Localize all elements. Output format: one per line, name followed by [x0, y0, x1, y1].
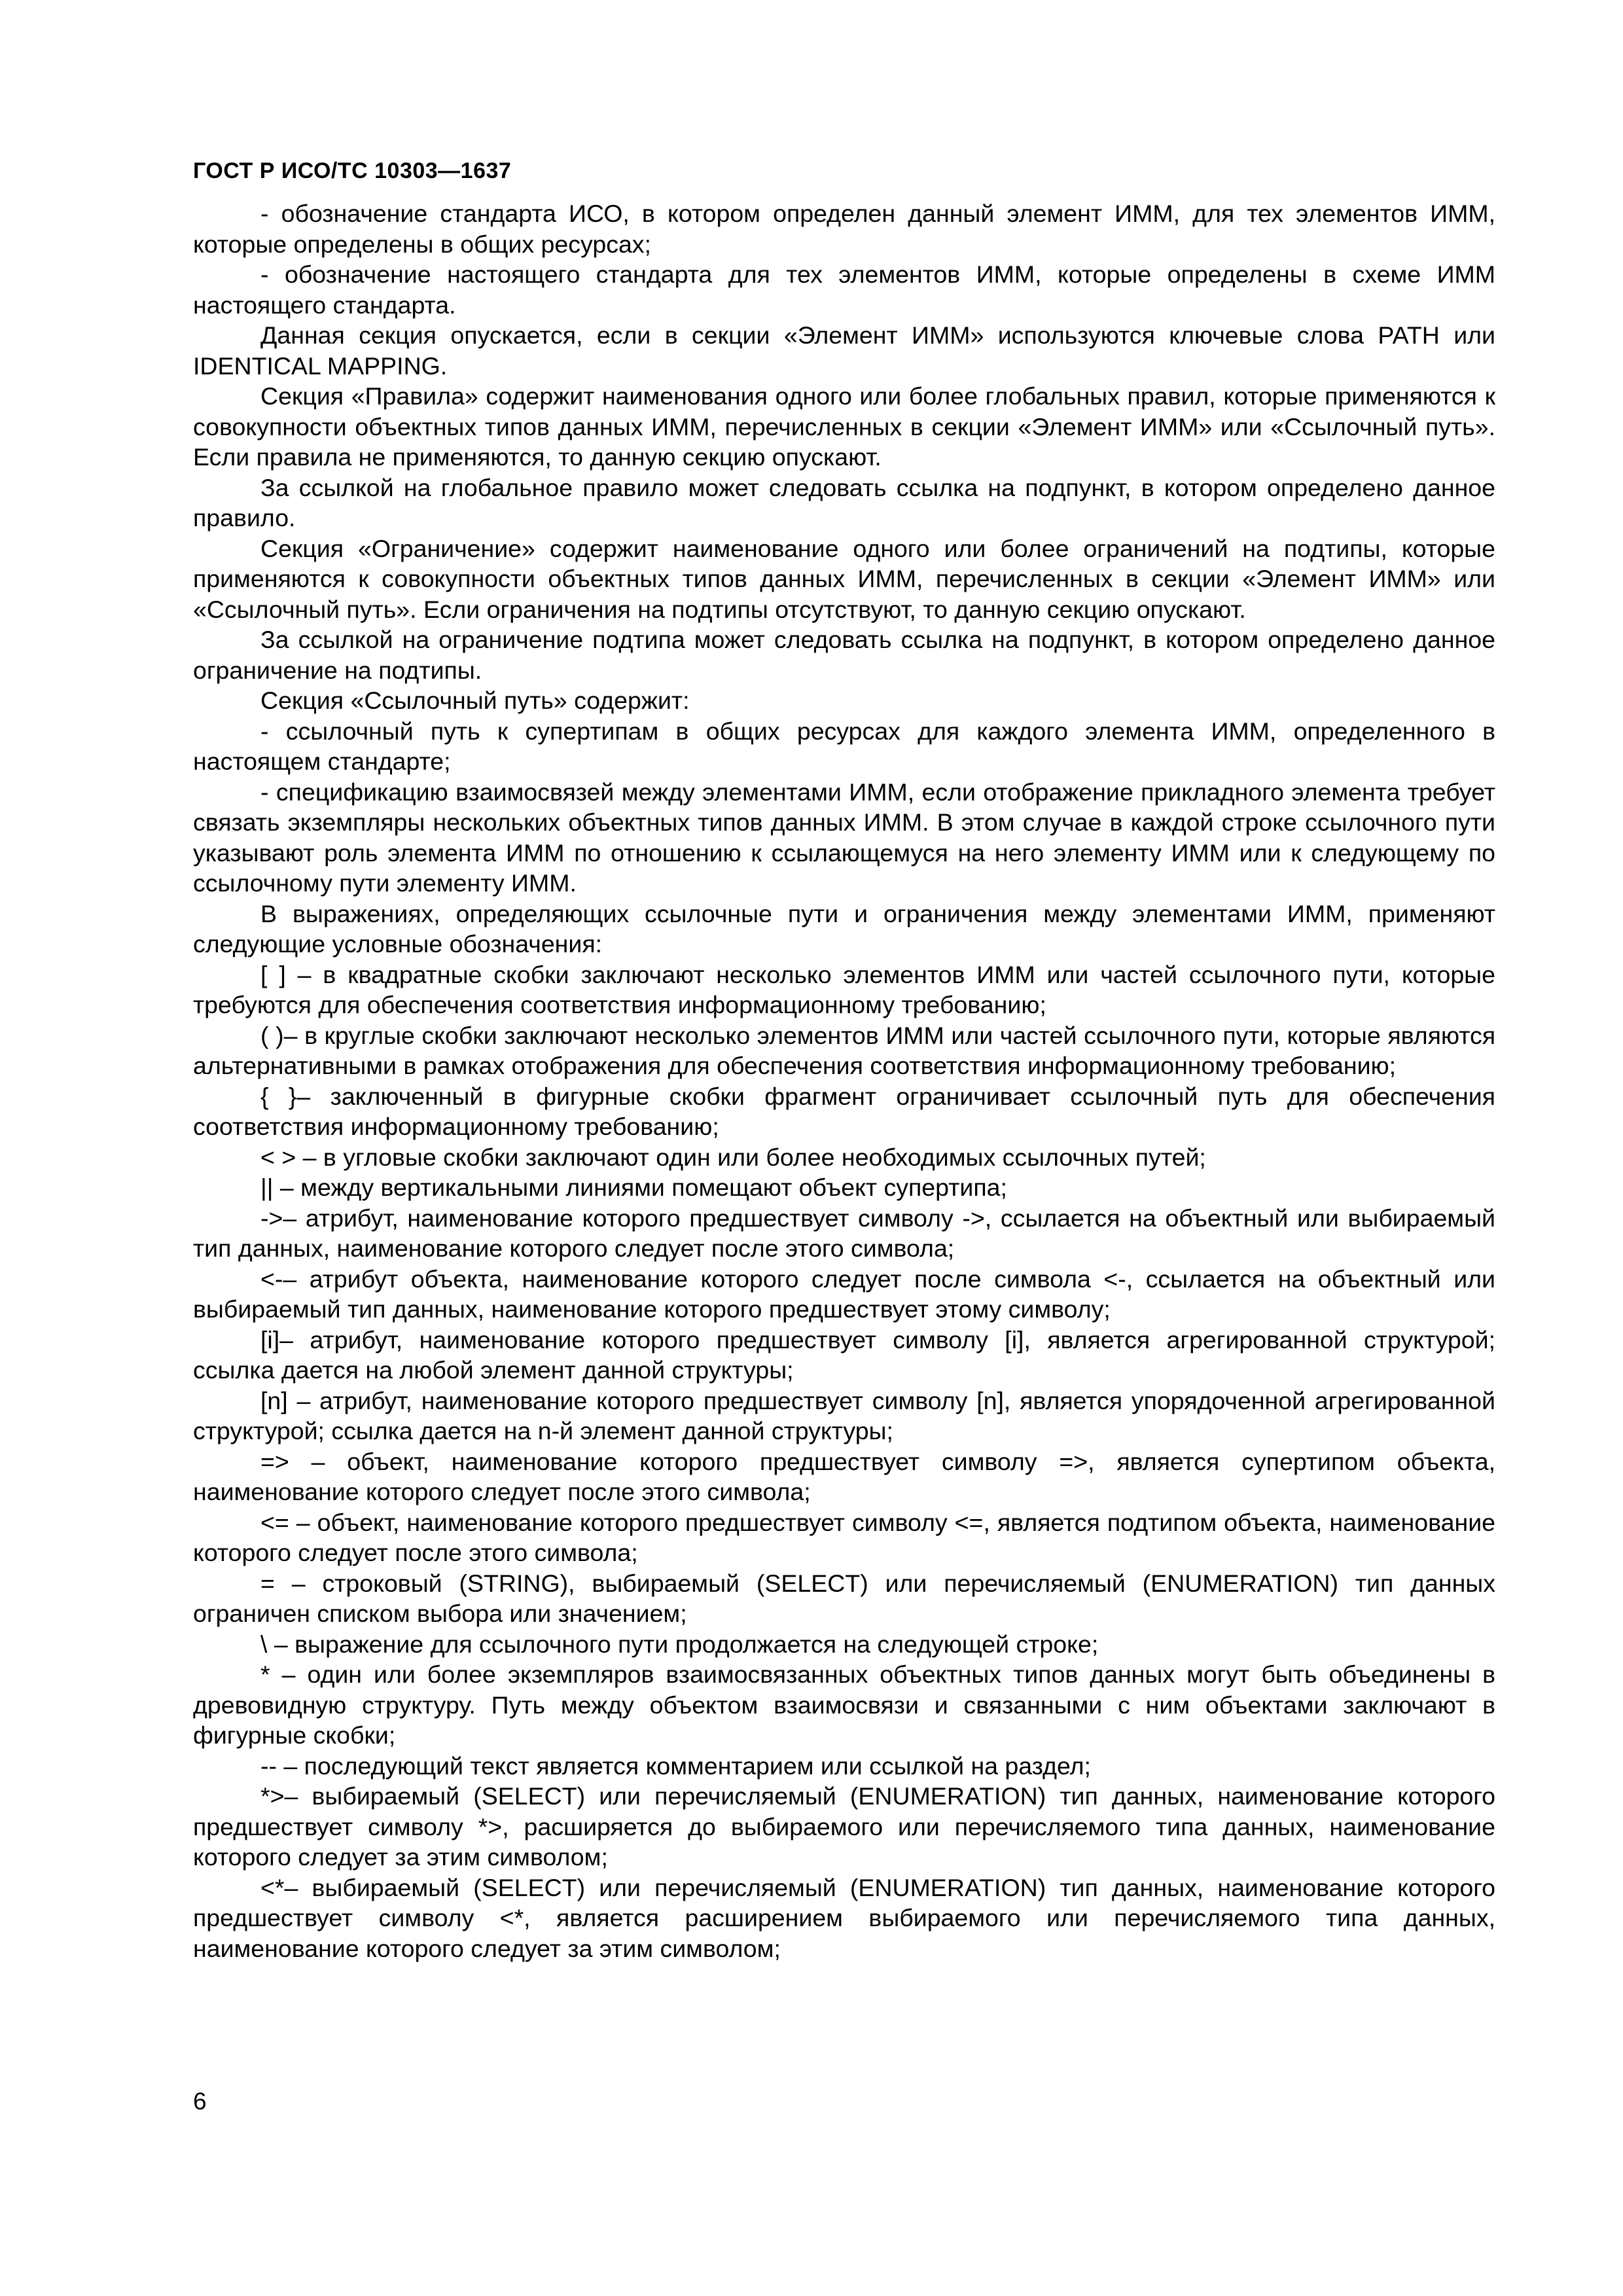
notation-item: <= – объект, наименование которого предшествует символу <=, является подтипом объекта, наименование которого следует после этого символа;	[193, 1508, 1495, 1566]
notation-item: || – между вертикальными линиями помещают объект супертипа;	[260, 1174, 1007, 1201]
notation-item: [ ] – в квадратные скобки заключают несколько элементов ИММ или частей ссылочного пути, которые требуются для обеспечения соответствия информационному требованию;	[193, 960, 1495, 1018]
document-header: ГОСТ Р ИСО/ТС 10303—1637	[193, 158, 512, 183]
paragraph: Данная секция опускается, если в секции «Элемент ИММ» используются ключевые слова PATH или IDENTICAL MAPPING.	[193, 321, 1495, 380]
notation-item: < > – в угловые скобки заключают один или более необходимых ссылочных путей;	[260, 1143, 1206, 1171]
paragraph: - спецификацию взаимосвязей между элементами ИММ, если отображение прикладного элемента требует связать экземпляры нескольких объектных типов данных ИММ. В этом случае в каждой строке ссылочного пути указывают роль элемента ИММ по отношению к ссылающемуся на него элементу ИММ или к следующему по ссылочному пути элементу ИММ.	[193, 778, 1495, 897]
notation-item: -- – последующий текст является комментарием или ссылкой на раздел;	[260, 1751, 1091, 1780]
notation-item: <-– атрибут объекта, наименование которого следует после символа <-, ссылается на объектный или выбираемый тип данных, наименование которого предшествует этому символу;	[193, 1265, 1495, 1323]
paragraph: - ссылочный путь к супертипам в общих ресурсах для каждого элемента ИММ, определенного в настоящем стандарте;	[193, 717, 1495, 775]
notation-item: [n] – атрибут, наименование которого предшествует символу [n], является упорядоченной агрегированной структурой; ссылка дается на n-й элемент данной структуры;	[193, 1386, 1495, 1444]
paragraph: - обозначение стандарта ИСО, в котором определен данный элемент ИММ, для тех элементов ИММ, которые определены в общих ресурсах;	[193, 200, 1495, 258]
notation-item: { }– заключенный в фигурные скобки фрагмент ограничивает ссылочный путь для обеспечения соответствия информационному требованию;	[193, 1082, 1495, 1140]
paragraph: В выражениях, определяющих ссылочные пути и ограничения между элементами ИММ, применяют следующие условные обозначения:	[193, 899, 1495, 958]
paragraph: Секция «Ограничение» содержит наименование одного или более ограничений на подтипы, которые применяются к совокупности объектных типов данных ИММ, перечисленных в секции «Элемент ИММ» или «Ссылочный путь». Если ограничения на подтипы отсутствуют, то данную секцию опускают.	[193, 534, 1495, 623]
notation-item: <*– выбираемый (SELECT) или перечисляемый (ENUMERATION) тип данных, наименование которого предшествует символу <*, является расширением выбираемого или перечисляемого типа данных, наименование которого следует за этим символом;	[193, 1873, 1495, 1962]
notation-item: *>– выбираемый (SELECT) или перечисляемый (ENUMERATION) тип данных, наименование которого предшествует символу *>, расширяется до выбираемого или перечисляемого типа данных, наименование которого следует за этим символом;	[193, 1782, 1495, 1871]
notation-item: * – один или более экземпляров взаимосвязанных объектных типов данных могут быть объединены в древовидную структуру. Путь между объектом взаимосвязи и связанными с ним объектами заключают в фигурные скобки;	[193, 1660, 1495, 1749]
paragraph: За ссылкой на глобальное правило может следовать ссылка на подпункт, в котором определено данное правило.	[193, 473, 1495, 531]
paragraph: Секция «Ссылочный путь» содержит:	[260, 687, 690, 714]
notation-item: = – строковый (STRING), выбираемый (SELECT) или перечисляемый (ENUMERATION) тип данных ограничен списком выбора или значением;	[193, 1569, 1495, 1627]
paragraph: - обозначение настоящего стандарта для тех элементов ИММ, которые определены в схеме ИММ настоящего стандарта.	[193, 260, 1495, 319]
notation-item: ->– атрибут, наименование которого предшествует символу ->, ссылается на объектный или выбираемый тип данных, наименование которого следует после этого символа;	[193, 1204, 1495, 1262]
body-text	[193, 198, 1495, 1964]
paragraph: За ссылкой на ограничение подтипа может следовать ссылка на подпункт, в котором определено данное ограничение на подтипы.	[193, 626, 1495, 684]
notation-item: ( )– в круглые скобки заключают несколько элементов ИММ или частей ссылочного пути, которые являются альтернативными в рамках отображения для обеспечения соответствия информационному требованию;	[193, 1021, 1495, 1079]
notation-item: \ – выражение для ссылочного пути продолжается на следующей строке;	[260, 1630, 1099, 1658]
page-number: 6	[193, 2088, 207, 2115]
paragraph: Секция «Правила» содержит наименования одного или более глобальных правил, которые применяются к совокупности объектных типов данных ИММ, перечисленных в секции «Элемент ИММ» или «Ссылочный путь». Если правила не применяются, то данную секцию опускают.	[193, 382, 1495, 471]
notation-item: => – объект, наименование которого предшествует символу =>, является супертипом объекта, наименование которого следует после этого символа;	[193, 1447, 1495, 1505]
notation-item: [i]– атрибут, наименование которого предшествует символу [i], является агрегированной структурой; ссылка дается на любой элемент данной структуры;	[193, 1325, 1495, 1384]
